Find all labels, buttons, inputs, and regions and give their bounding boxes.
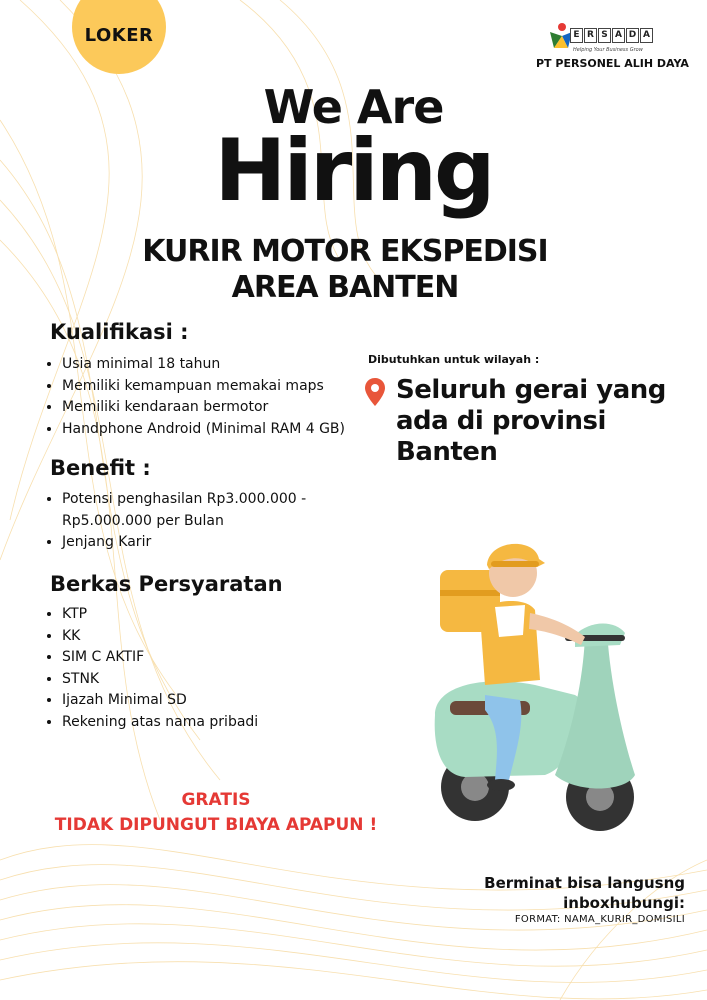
region-line3: Banten	[396, 437, 498, 467]
region-line2: ada di provinsi	[396, 406, 606, 436]
list-item: • Potensi penghasilan Rp3.000.000 - Rp5.000.000 per Bulan	[62, 489, 332, 532]
logo-letter: R	[584, 28, 597, 43]
location-label: Dibutuhkan untuk wilayah :	[368, 353, 540, 366]
company-name: PT PERSONEL ALIH DAYA	[536, 57, 689, 70]
logo-letter: S	[598, 28, 611, 43]
list-item: • KTP	[62, 604, 382, 626]
headline-we-are: We Are	[263, 80, 444, 134]
list-item: • Memiliki kendaraan bermotor	[62, 397, 382, 419]
benefit-list	[42, 489, 332, 554]
qualifications-title: Kualifikasi :	[50, 320, 189, 344]
badge-label: LOKER	[84, 25, 154, 46]
logo-tagline: Helping Your Business Grow	[573, 47, 643, 53]
job-title	[0, 234, 690, 306]
list-item: • Usia minimal 18 tahun	[62, 354, 382, 376]
list-item: • SIM C AKTIF	[62, 647, 382, 669]
list-item: • Handphone Android (Minimal RAM 4 GB)	[62, 419, 382, 441]
free-notice-line2: TIDAK DIPUNGUT BIAYA APAPUN !	[54, 815, 378, 835]
region-line1: Seluruh gerai yang	[396, 375, 666, 405]
job-title-line2: AREA BANTEN	[231, 270, 459, 305]
location-region	[396, 375, 686, 468]
logo-wordmark	[570, 28, 653, 43]
qualifications-list	[42, 354, 382, 440]
list-item: • Rekening atas nama pribadi	[62, 712, 382, 734]
documents-list	[42, 604, 382, 733]
list-item: • Jenjang Karir	[62, 532, 332, 554]
logo-letter: E	[570, 28, 583, 43]
logo-letter: D	[626, 28, 639, 43]
list-item: • STNK	[62, 669, 382, 691]
location-pin-icon	[364, 377, 386, 407]
documents-title: Berkas Persyaratan	[50, 572, 283, 596]
courier-scooter-illustration	[425, 525, 655, 845]
contact-info	[484, 873, 685, 913]
list-item: • Ijazah Minimal SD	[62, 690, 382, 712]
contact-line2: inboxhubungi:	[563, 894, 685, 912]
free-notice-line1: GRATIS	[181, 790, 251, 810]
contact-line1: Berminat bisa langusng	[484, 874, 685, 892]
logo-letter: A	[640, 28, 653, 43]
logo-letter: A	[612, 28, 625, 43]
contact-format: FORMAT: NAMA_KURIR_DOMISILI	[514, 914, 685, 925]
benefit-title: Benefit :	[50, 456, 151, 480]
list-item: • Memiliki kemampuan memakai maps	[62, 376, 382, 398]
list-item: • KK	[62, 626, 382, 648]
headline-hiring: Hiring	[214, 121, 493, 221]
job-title-line1: KURIR MOTOR EKSPEDISI	[142, 234, 548, 269]
